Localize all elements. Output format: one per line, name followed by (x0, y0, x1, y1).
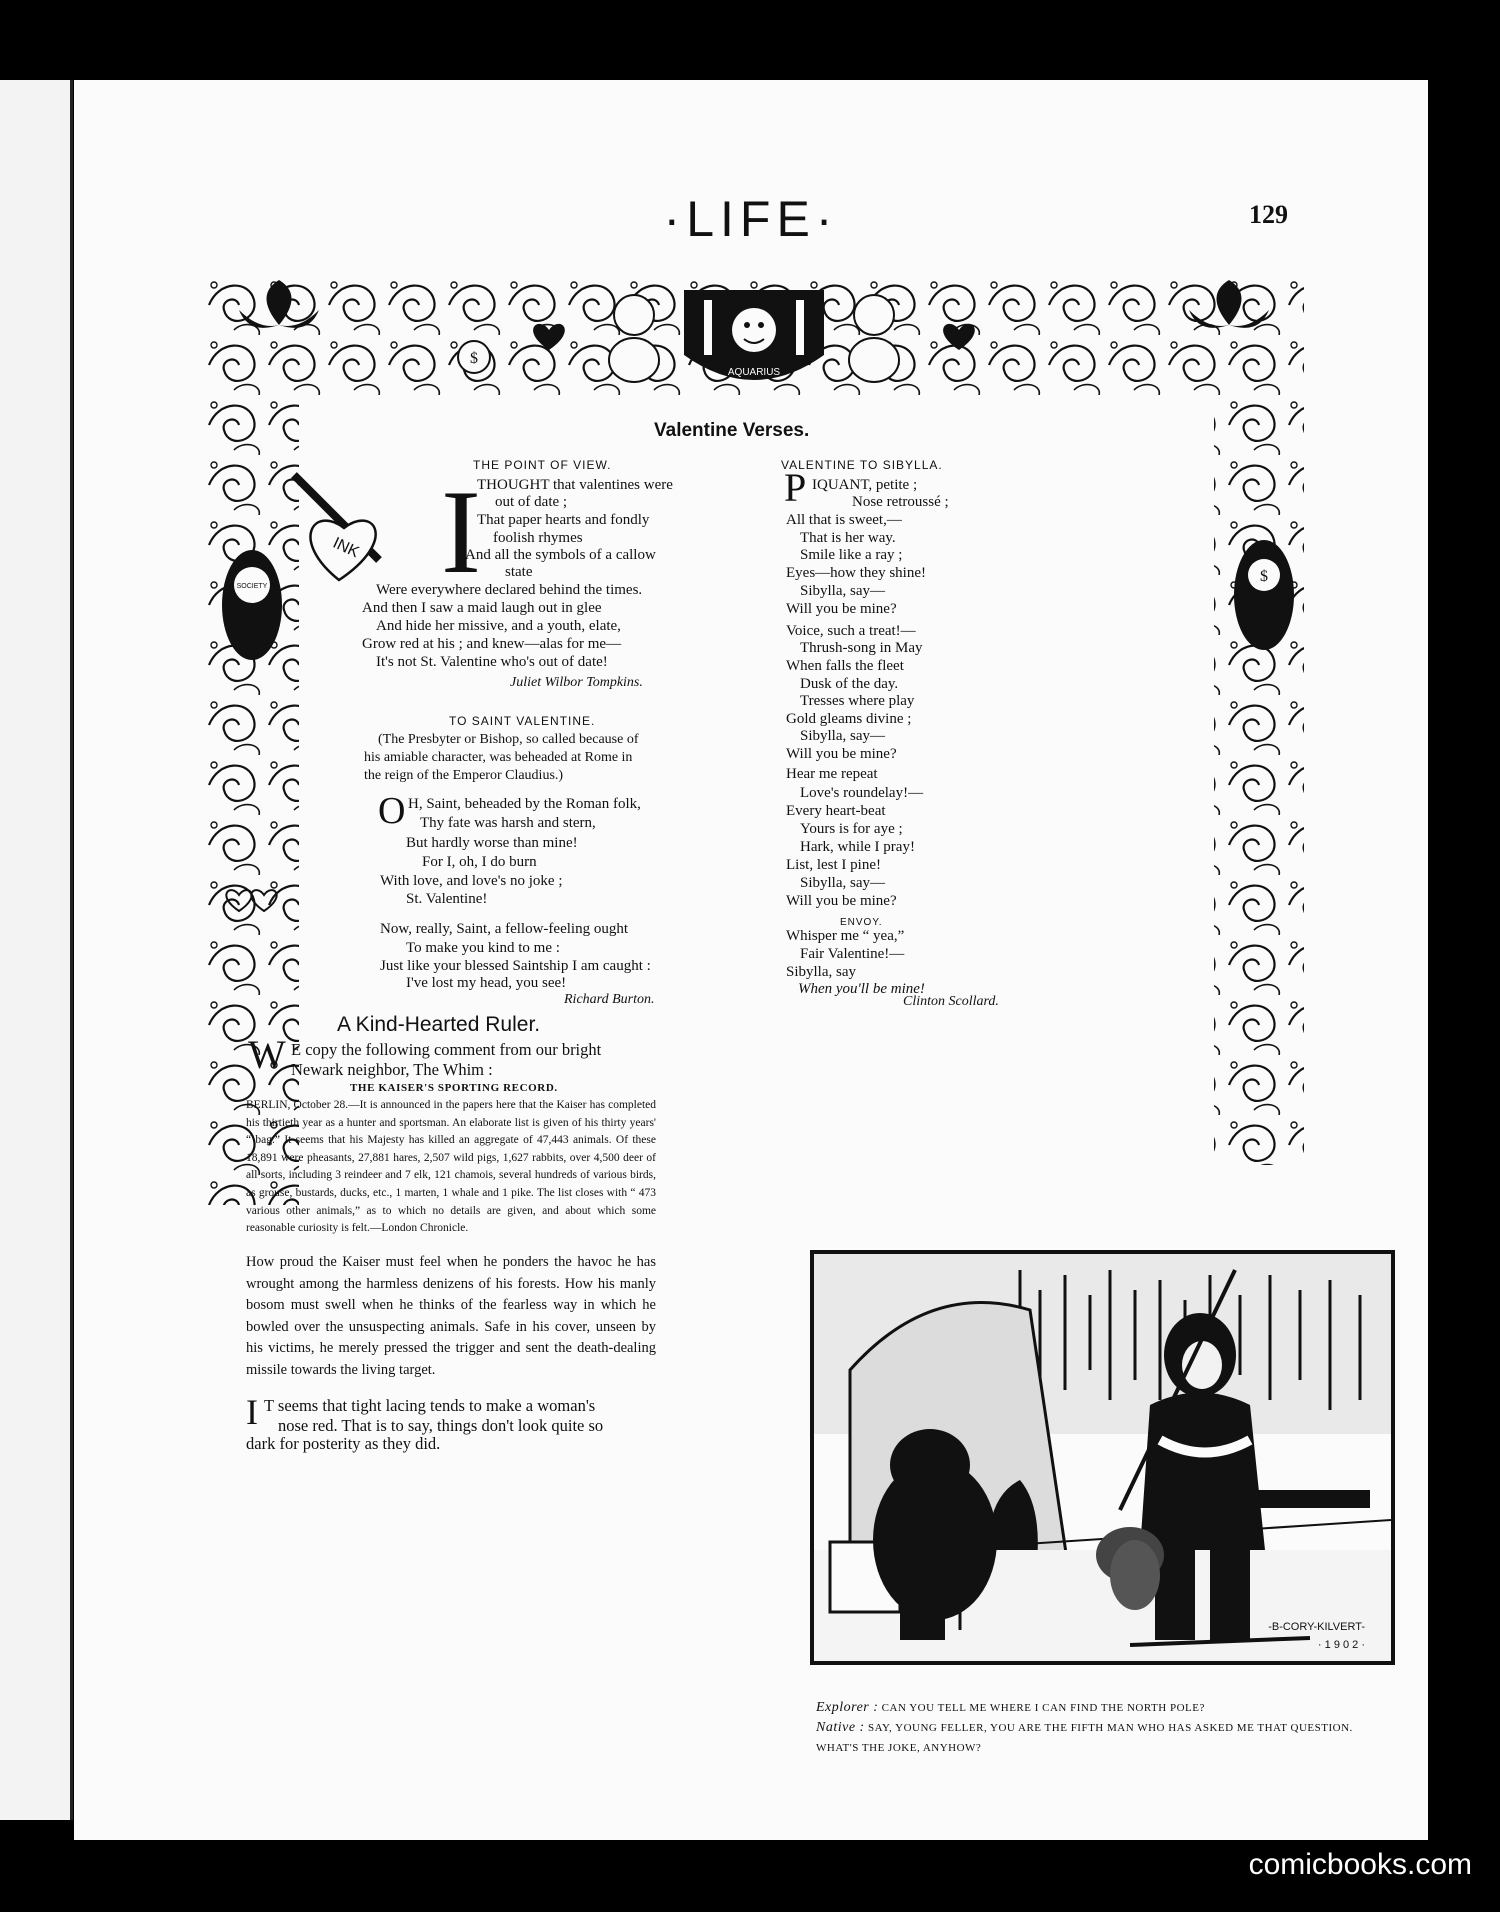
lacing-line: T seems that tight lacing tends to make a woman's (264, 1396, 596, 1415)
poem3-line: Smile like a ray ; (800, 547, 903, 563)
poem2-line: To make you kind to me : (406, 940, 560, 956)
poem3-line: Thrush-song in May (800, 640, 923, 656)
poem3-line: Will you be mine? (786, 746, 897, 762)
poem1-line: out of date ; (495, 494, 568, 510)
svg-text:SOCIETY: SOCIETY (236, 583, 268, 590)
poem3-envoy-line: Sibylla, say (786, 964, 856, 980)
svg-text:$: $ (1260, 568, 1268, 585)
ruler-commentary: How proud the Kaiser must feel when he ponders the havoc he has wrought among the harmless denizens of his forests. How his manly bosom must swell when he thinks of the fearless way in which he bowled over the unsuspecting animals. Safe in his cover, unseen by his victims, he merely pressed the trigger and sent the death-dealing missile towards the living target. (246, 1254, 656, 1378)
poem3-envoy-heading: ENVOY. (840, 917, 883, 928)
poem3-line: Sibylla, say— (800, 583, 885, 599)
poem3-line: Will you be mine? (786, 893, 897, 909)
society-medallion (222, 550, 282, 660)
cartoonist-signature: -B-CORY-KILVERT- (1268, 1621, 1365, 1633)
adjacent-page-edge (0, 80, 73, 1820)
poem2-line: Now, really, Saint, a fellow-feeling ought (380, 921, 628, 937)
poem3-line: IQUANT, petite ; (812, 477, 918, 493)
poem1-line: THOUGHT that valentines were (477, 477, 673, 493)
poem3-envoy-line: When you'll be mine! (798, 981, 925, 997)
poem3-line: Dusk of the day. (800, 676, 899, 692)
poem3-line: That is her way. (800, 530, 896, 546)
ruler-title: A Kind-Hearted Ruler. (337, 1013, 541, 1036)
poem2-dropcap: O (378, 790, 406, 832)
poem1-line: And all the symbols of a callow (465, 547, 656, 563)
poem3-line: Will you be mine? (786, 601, 897, 617)
poem3-line: When falls the fleet (786, 658, 904, 674)
poem2-line: Just like your blessed Saintship I am caught : (380, 958, 651, 974)
svg-text:INK: INK (330, 534, 362, 562)
poem1-line: state (505, 564, 533, 580)
poem2-heading: TO SAINT VALENTINE. (449, 714, 596, 728)
poem3-line: Nose retroussé ; (852, 494, 949, 510)
poem3-line: Yours is for aye ; (800, 821, 903, 837)
poem3-line: Hark, while I pray! (800, 839, 915, 855)
kaiser-record-text: BERLIN, October 28.—It is announced in the papers here that the Kaiser has completed his thirtieth year as a hunter and sportsman. An elaborate list is given of his thirty years' “ bag.” It seems that his Majesty has killed an aggregate of 47,443 animals. Of these 18,891 were pheasants, 27,881 hares, 2,507 wild pigs, 1,627 rabbits, over 4,500 deer of all sorts, including 3 reindeer and 7 elk, 121 chamois, several hundreds of various birds, as grouse, bustards, ducks, etc., 1 marten, 1 whale and 1 pike. The list closes with “ 473 various other animals,” as to which no details are given, and about which some reasonable curiosity is felt.—London Chronicle. (246, 1099, 656, 1235)
poem3-line: Sibylla, say— (800, 728, 885, 744)
kaiser-record-heading: THE KAISER'S SPORTING RECORD. (350, 1082, 558, 1094)
masthead (74, 190, 1428, 248)
poem2-line: Thy fate was harsh and stern, (420, 815, 596, 831)
poem3-dropcap: P (784, 465, 807, 510)
poem2-intro-line: his amiable character, was beheaded at Rome in (364, 750, 633, 765)
caption-speaker-explorer: Explorer : (816, 1700, 879, 1715)
poem2-line: For I, oh, I do burn (422, 854, 537, 870)
poem2-intro-line: the reign of the Emperor Claudius.) (364, 768, 564, 783)
poem1-line: And then I saw a maid laugh out in glee (362, 600, 602, 616)
poem1-heading: THE POINT OF VIEW. (473, 458, 612, 472)
poem3-line: Hear me repeat (786, 766, 878, 782)
poem2-line: But hardly worse than mine! (406, 835, 578, 851)
money-bag-icon (458, 341, 490, 373)
poem1-line: It's not St. Valentine who's out of date! (376, 654, 608, 670)
poem3-envoy-line: Whisper me “ yea,” (786, 928, 905, 944)
poem3-line: Love's roundelay!— (800, 785, 924, 801)
poem3-line: Gold gleams divine ; (786, 711, 912, 727)
caption-native-text: SAY, YOUNG FELLER, YOU ARE THE FIFTH MAN WHO HAS ASKED ME THAT QUESTION. WHAT'S THE JOKE, ANYHOW? (816, 1722, 1353, 1754)
ruler-intro-line: Newark neighbor, The Whim : (291, 1060, 493, 1079)
poem1-line: And hide her missive, and a youth, elate, (376, 618, 621, 634)
page-number: 129 (1249, 200, 1288, 229)
aquarius-emblem (684, 290, 824, 380)
poem2-intro-line: (The Presbyter or Bishop, so called because of (378, 732, 639, 747)
poem3-author: Clinton Scollard. (903, 994, 999, 1009)
poem2-author: Richard Burton. (564, 992, 655, 1007)
poem1-line: Were everywhere declared behind the times. (376, 582, 643, 598)
poem2-line: With love, and love's no joke ; (380, 873, 563, 889)
valentine-title: Valentine Verses. (654, 420, 810, 441)
lacing-line: dark for posterity as they did. (246, 1434, 441, 1453)
dollar-medallion (1234, 540, 1294, 650)
magazine-title: ·LIFE· (663, 191, 839, 247)
caption-speaker-native: Native : (816, 1720, 865, 1735)
ruler-dropcap: W (248, 1032, 286, 1077)
poem3-line: Voice, such a treat!— (786, 623, 916, 639)
magazine-page (74, 80, 1428, 1840)
ink-heart-icon (289, 470, 394, 590)
poem1-author: Juliet Wilbor Tompkins. (510, 675, 643, 690)
poem3-heading: VALENTINE TO SIBYLLA. (781, 458, 943, 472)
lacing-dropcap: I (246, 1392, 258, 1432)
poem3-envoy-line: Fair Valentine!— (800, 946, 905, 962)
poem2-line: I've lost my head, you see! (406, 975, 567, 991)
ruler-intro-line: E copy the following comment from our bright (291, 1040, 602, 1059)
poem3-line: Sibylla, say— (800, 875, 885, 891)
caption-explorer-text: CAN YOU TELL ME WHERE I CAN FIND THE NORTH POLE? (881, 1702, 1205, 1714)
poem3-line: All that is sweet,— (786, 512, 902, 528)
poem1-line: Grow red at his ; and knew—alas for me— (362, 636, 622, 652)
poem2-line: H, Saint, beheaded by the Roman folk, (408, 796, 641, 812)
poem1-line: That paper hearts and fondly (477, 512, 650, 528)
watermark: comicbooks.com (1248, 1848, 1472, 1881)
north-pole-cartoon (810, 1250, 1395, 1665)
cartoon-year: · 1 9 0 2 · (1317, 1639, 1365, 1651)
poem2-line: St. Valentine! (406, 891, 488, 907)
poem3-line: Tresses where play (800, 693, 915, 709)
lacing-line: nose red. That is to say, things don't look quite so (278, 1416, 604, 1435)
svg-text:$: $ (470, 350, 478, 367)
cartoon-caption (816, 1698, 1386, 1758)
poem1-line: foolish rhymes (493, 530, 583, 546)
poem1-dropcap: I (441, 465, 481, 598)
poem3-line: Every heart-beat (786, 803, 886, 819)
emblem-label: AQUARIUS (727, 367, 781, 378)
poem3-line: Eyes—how they shine! (786, 565, 926, 581)
poem3-line: List, lest I pine! (786, 857, 881, 873)
